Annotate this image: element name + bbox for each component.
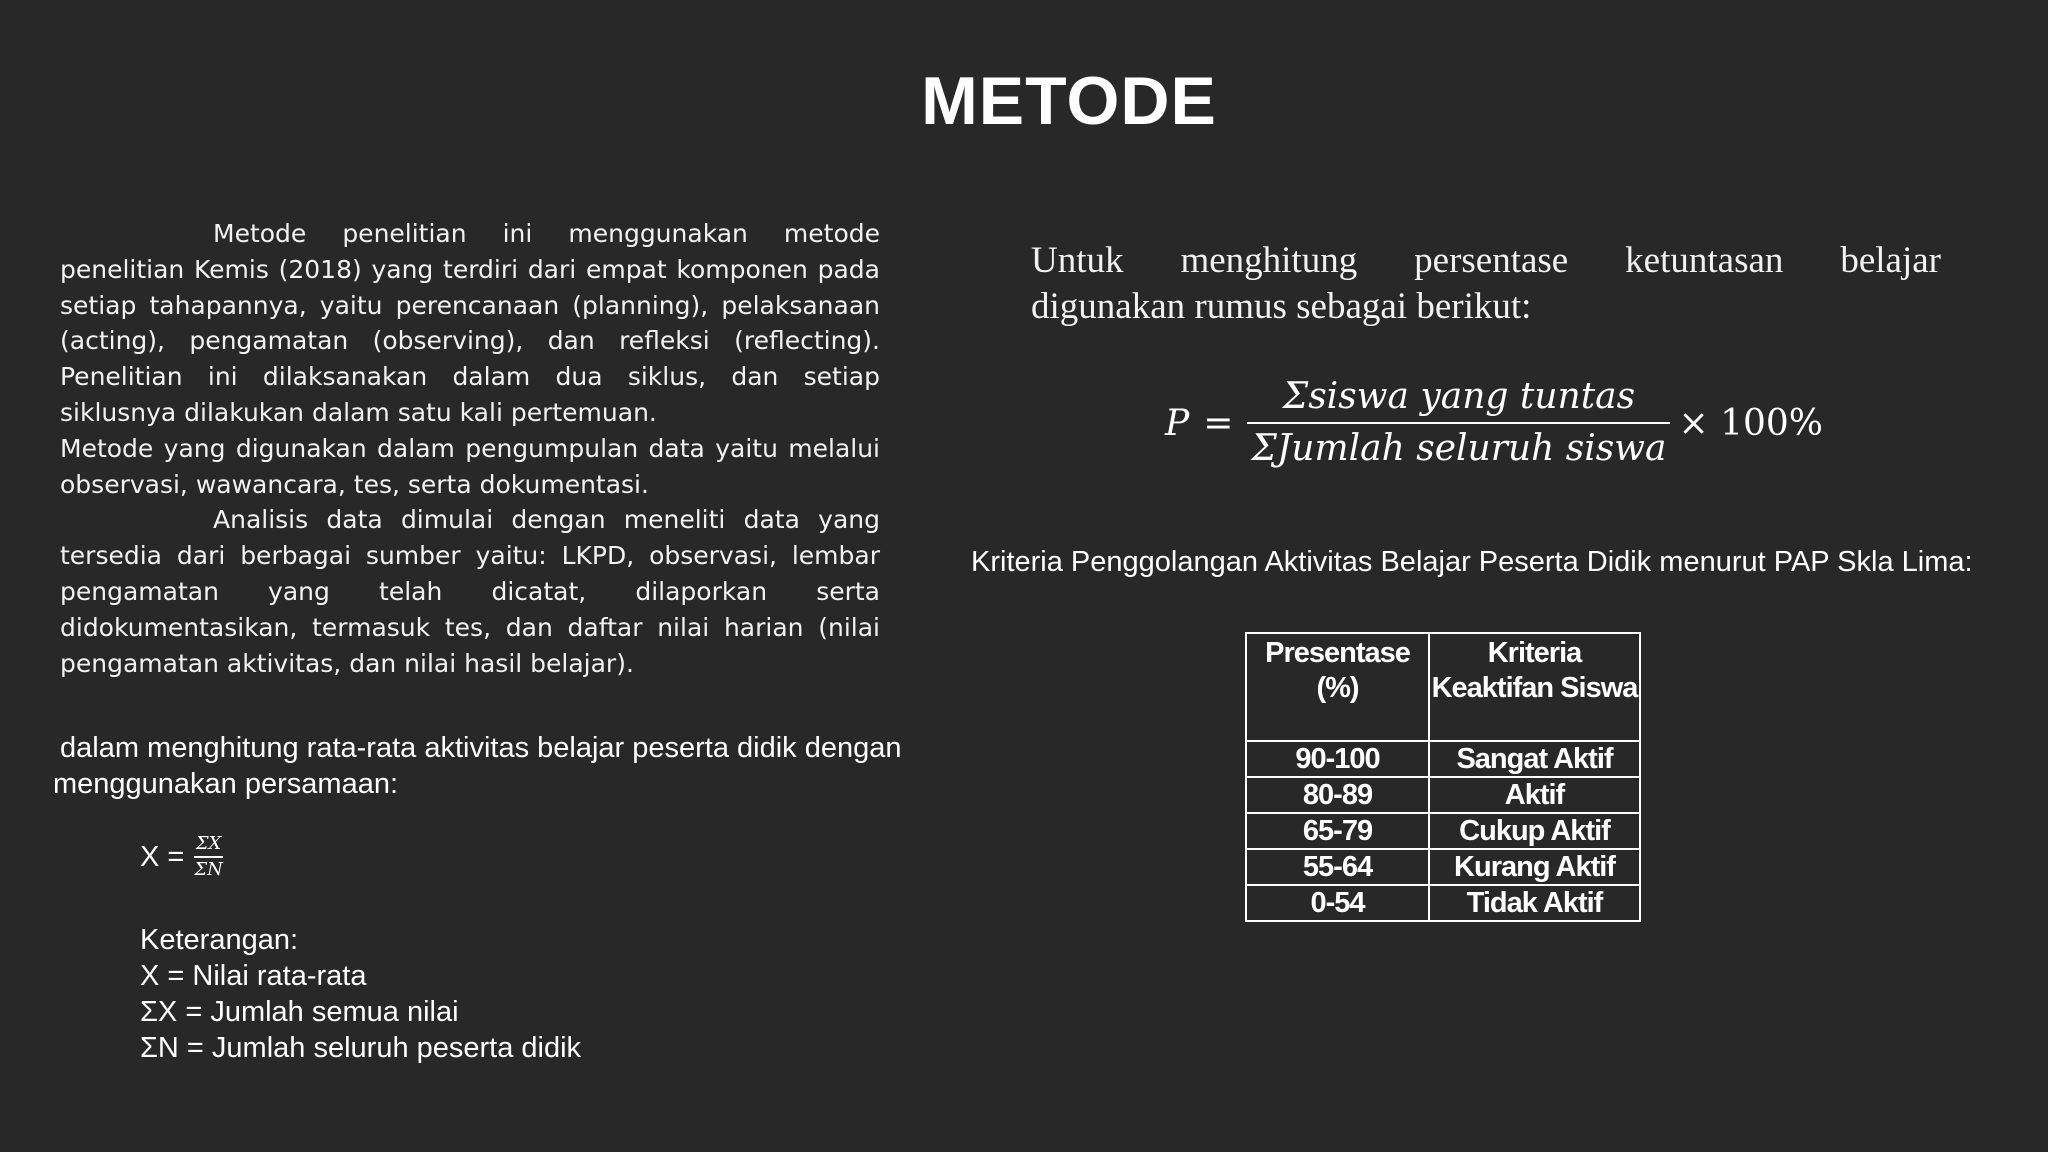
table-row (1246, 885, 1640, 921)
table-row (1246, 813, 1640, 849)
legend-item: X = Nilai rata-rata (140, 960, 367, 992)
method-paragraph-1: Metode penelitian ini menggunakan metode penelitian Kemis (2018) yang terdiri dari empat komponen pada setiap tahapannya, yaitu perencanaan (planning), pelaksanaan (acting), pengamatan (observing), dan refleksi (reflecting). Penelitian ini dilaksanakan dalam dua siklus, dan setiap siklusnya dilakukan dalam satu kali pertemuan. (60, 219, 880, 427)
cell-criteria: Aktif (1429, 777, 1640, 813)
table-row (1246, 777, 1640, 813)
mean-formula (140, 832, 223, 882)
header-criteria: Kriteria Keaktifan Siswa (1429, 633, 1640, 741)
legend-title: Keterangan: (140, 924, 299, 956)
completeness-intro-line-2: digunakan rumus sebagai berikut: (1031, 286, 1532, 327)
cell-percentage: 80-89 (1246, 777, 1429, 813)
header-percentage: Presentase (%) (1246, 633, 1429, 741)
cell-criteria: Kurang Aktif (1429, 849, 1640, 885)
cell-criteria: Sangat Aktif (1429, 741, 1640, 777)
mean-fraction-numerator: ΣX (195, 833, 222, 854)
cell-criteria: Tidak Aktif (1429, 885, 1640, 921)
cell-criteria: Cukup Aktif (1429, 813, 1640, 849)
intro-word: Untuk (1031, 240, 1124, 281)
completeness-formula (1165, 372, 1823, 474)
mean-intro-line-1: dalam menghitung rata-rata aktivitas belajar peserta didik dengan (60, 732, 902, 764)
method-paragraph-3: Analisis data dimulai dengan meneliti data yang tersedia dari berbagai sumber yaitu: LKPD, observasi, lembar pengamatan yang telah dicatat, dilaporkan serta didokumentasikan, termasuk tes, dan daftar nilai harian (nilai pengamatan aktivitas, dan nilai hasil belajar). (60, 505, 880, 678)
method-description (60, 216, 880, 681)
mean-fraction (194, 832, 222, 882)
criteria-title: Kriteria Penggolangan Aktivitas Belajar Peserta Didik menurut PAP Skla Lima: (971, 546, 1973, 578)
completeness-intro-line-1 (1031, 238, 1941, 284)
mean-intro-line-2: menggunakan persamaan: (53, 768, 399, 800)
mean-formula-lhs: X = (140, 840, 185, 873)
cell-percentage: 55-64 (1246, 849, 1429, 885)
criteria-table (1245, 632, 1641, 922)
table-row (1246, 741, 1640, 777)
formula-legend (140, 922, 581, 1066)
method-paragraph-2: Metode yang digunakan dalam pengumpulan data yaitu melalui observasi, wawancara, tes, serta dokumentasi. (60, 433, 880, 499)
completeness-fraction-denominator: ΣJumlah seluruh siswa (1251, 428, 1667, 469)
formula-multiplier: × 100% (1678, 402, 1823, 444)
completeness-fraction (1247, 372, 1670, 474)
intro-word: ketuntasan (1625, 240, 1784, 281)
mean-intro (53, 730, 953, 802)
table-header-row (1246, 633, 1640, 741)
legend-item: ΣX = Jumlah semua nilai (140, 996, 459, 1028)
completeness-fraction-numerator: Σsiswa yang tuntas (1282, 376, 1636, 417)
intro-word: menghitung (1180, 240, 1358, 281)
slide-title: METODE (921, 63, 1217, 139)
formula-equals: = (1203, 402, 1234, 444)
intro-word: belajar (1840, 240, 1941, 281)
table-row (1246, 849, 1640, 885)
completeness-intro (1031, 238, 1941, 330)
mean-fraction-denominator: ΣN (194, 859, 223, 880)
cell-percentage: 65-79 (1246, 813, 1429, 849)
legend-item: ΣN = Jumlah seluruh peserta didik (140, 1032, 582, 1064)
formula-variable: P (1165, 402, 1190, 444)
cell-percentage: 90-100 (1246, 741, 1429, 777)
cell-percentage: 0-54 (1246, 885, 1429, 921)
intro-word: persentase (1414, 240, 1569, 281)
